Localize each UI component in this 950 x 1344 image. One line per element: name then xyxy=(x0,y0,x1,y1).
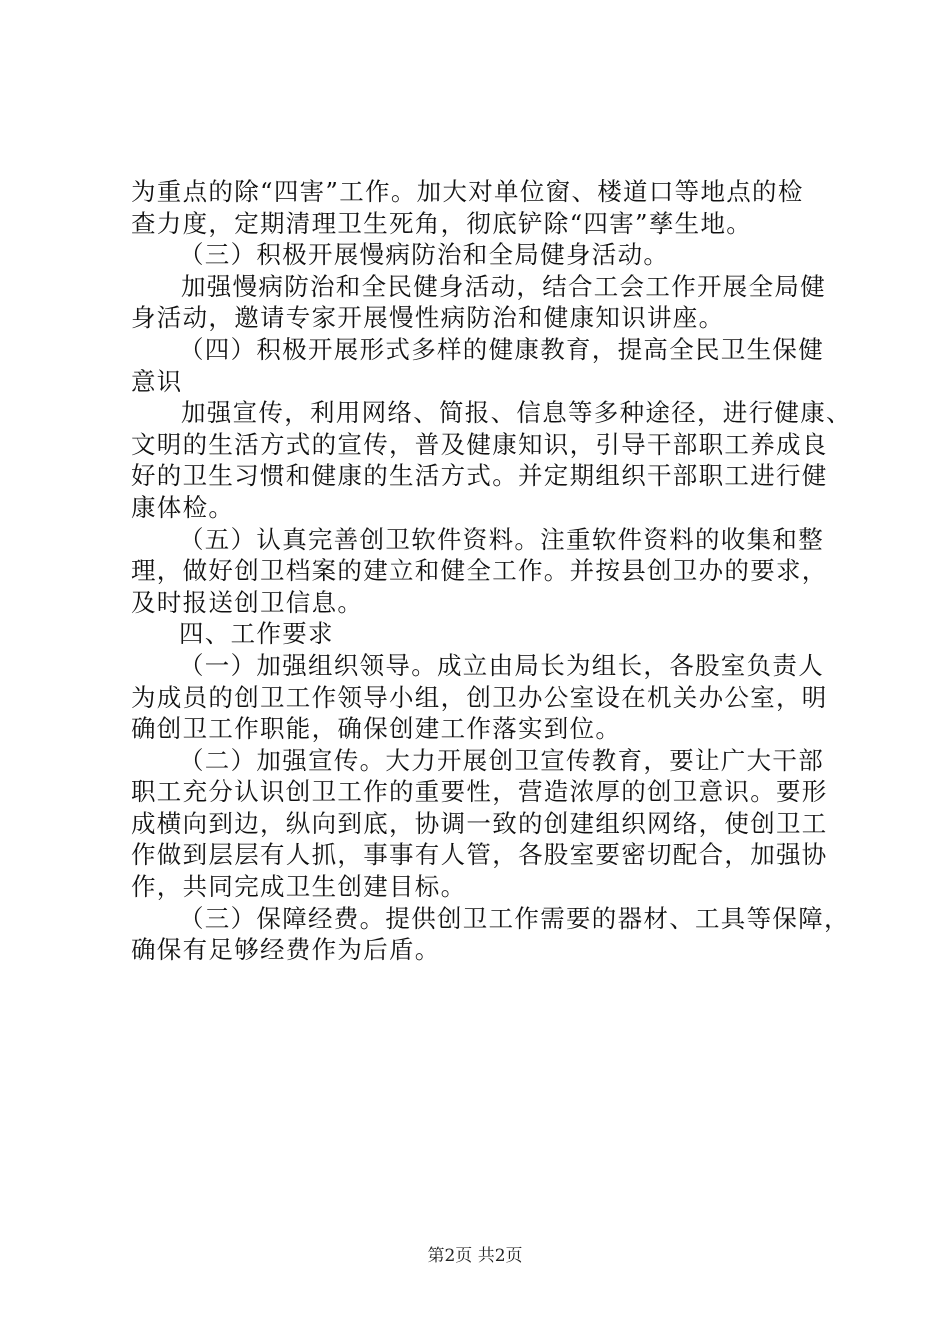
body-line: （二）加强宣传。大力开展创卫宣传教育，要让广大干部 xyxy=(179,745,824,775)
body-line: 为重点的除“四害”工作。加大对单位窗、楼道口等地点的检 xyxy=(131,177,804,206)
body-line: 好的卫生习惯和健康的生活方式。并定期组织干部职工进行健 xyxy=(131,461,828,491)
body-line: 加强慢病防治和全民健身活动，结合工会工作开展全局健 xyxy=(181,271,826,301)
body-line: 作做到层层有人抓，事事有人管，各股室要密切配合，加强协 xyxy=(131,840,828,870)
body-line: 确保有足够经费作为后盾。 xyxy=(131,935,441,965)
body-line: 文明的生活方式的宣传，普及健康知识，引导干部职工养成良 xyxy=(131,429,828,459)
body-line: 及时报送创卫信息。 xyxy=(131,587,364,617)
body-line: （一）加强组织领导。成立由局长为组长，各股室负责人 xyxy=(179,650,824,680)
body-line: 理，做好创卫档案的建立和健全工作。并按县创卫办的要求， xyxy=(131,556,828,586)
body-line: 成横向到边，纵向到底，协调一致的创建组织网络，使创卫工 xyxy=(131,808,828,838)
section-heading-continued: 意识 xyxy=(131,366,183,396)
section-heading: （四）积极开展形式多样的健康教育，提高全民卫生保健 xyxy=(179,334,824,364)
body-line: 职工充分认识创卫工作的重要性，营造浓厚的创卫意识。要形 xyxy=(131,777,828,807)
body-line: （三）保障经费。提供创卫工作需要的器材、工具等保障， xyxy=(179,903,850,933)
document-body xyxy=(131,176,852,966)
body-line: 为成员的创卫工作领导小组，创卫办公室设在机关办公室，明 xyxy=(131,682,828,712)
section-heading: 四、工作要求 xyxy=(179,619,334,649)
page-number: 第2页 共2页 xyxy=(427,1246,523,1266)
body-line: 查力度，定期清理卫生死角，彻底铲除“四害”孳生地。 xyxy=(131,208,753,238)
body-line: 加强宣传，利用网络、简报、信息等多种途径，进行健康、 xyxy=(181,398,852,428)
body-line: 作，共同完成卫生创建目标。 xyxy=(131,872,467,902)
body-line: 确创卫工作职能，确保创建工作落实到位。 xyxy=(131,714,622,744)
body-line: 身活动，邀请专家开展慢性病防治和健康知识讲座。 xyxy=(131,303,725,333)
body-line: 康体检。 xyxy=(131,492,235,522)
body-line: （五）认真完善创卫软件资料。注重软件资料的收集和整 xyxy=(179,524,824,554)
section-heading: （三）积极开展慢病防治和全局健身活动。 xyxy=(179,240,670,270)
